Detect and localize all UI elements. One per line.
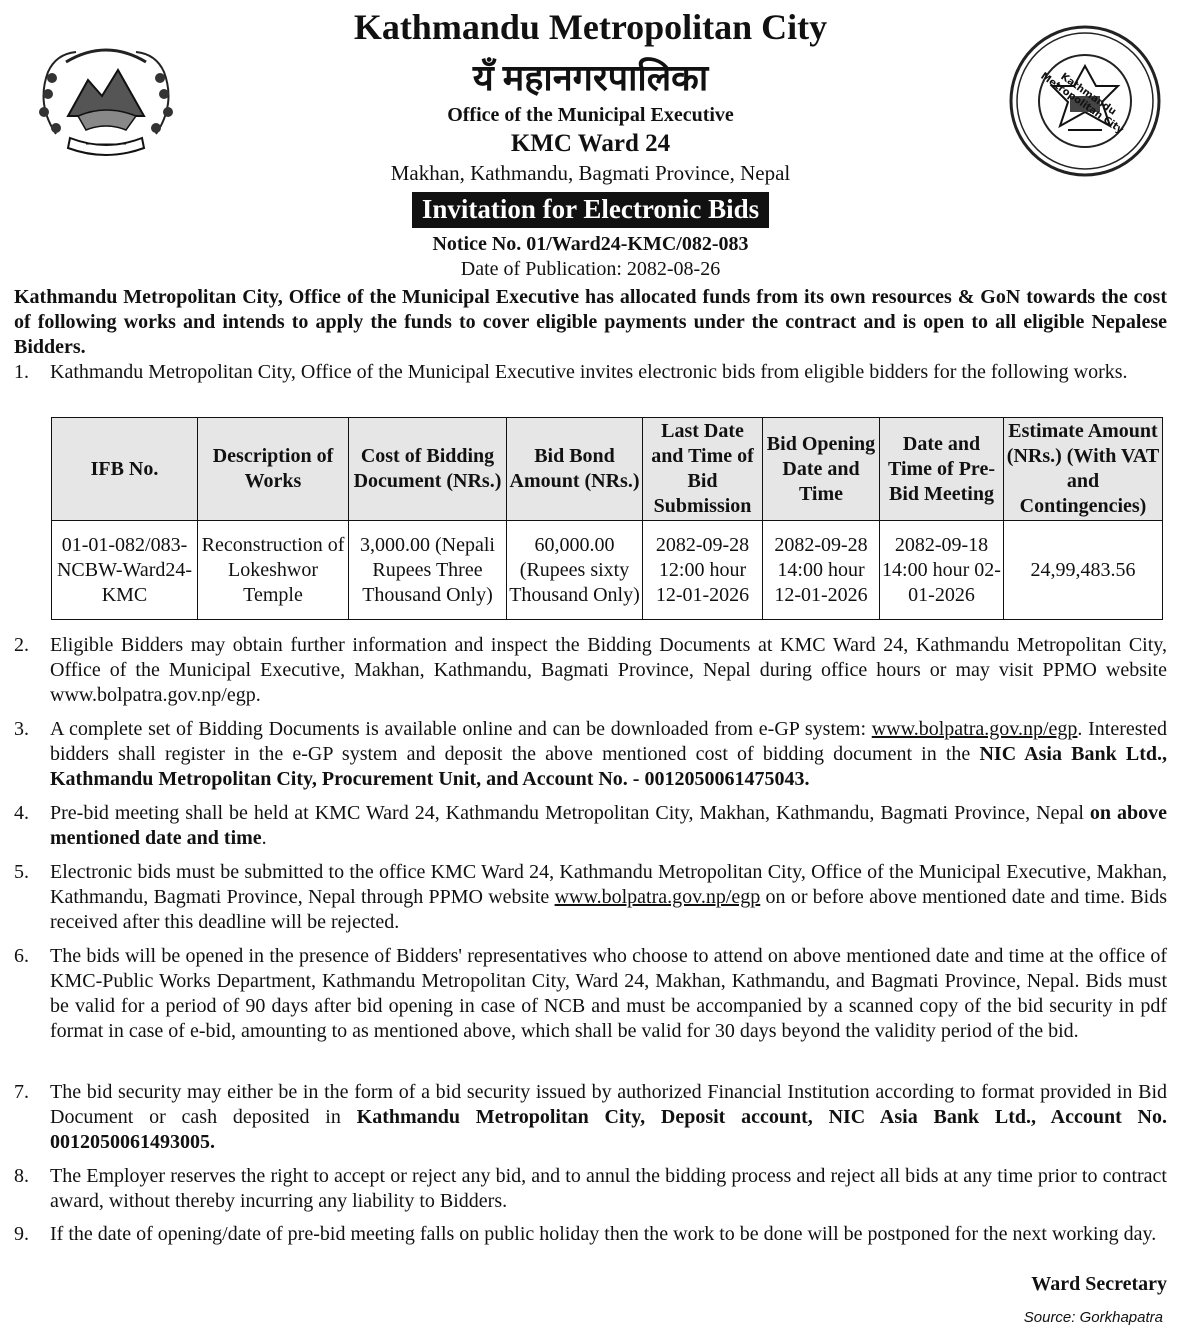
item-text-part: Pre-bid meeting shall be held at KMC Ward 24, Kathmandu Metropolitan City, Makhan, Kathmandu, Bagmati Province, Nepal: [50, 802, 1090, 824]
cell-last-date: 2082-09-28 12:00 hour 12-01-2026: [643, 521, 763, 620]
item-text: Eligible Bidders may obtain further information and inspect the Bidding Documents at KMC Ward 24, Kathmandu Metropolitan City, Office of the Municipal Executive, Makhan, Kathmandu, Bagmati Province, Nepal during office hours or may visit PPMO website www.bolpatra.gov.np/egp.: [50, 634, 1167, 706]
col-last-date: Last Date and Time of Bid Submission: [643, 418, 763, 521]
table-row: [52, 521, 1163, 620]
item-number: 6.: [14, 945, 29, 967]
ifb-table: [51, 417, 1163, 620]
item-number: 1.: [14, 361, 29, 383]
item-text: The Employer reserves the right to accept or reject any bid, and to annul the bidding process and reject all bids at any time prior to contract award, without thereby incurring any liability to Bidders.: [50, 1165, 1167, 1212]
item-number: 2.: [14, 634, 29, 656]
item-text-part: Electronic bids must be submitted to the office KMC Ward 24, Kathmandu Metropolitan City, Office of the Municipal Executive, Makhan, Kathmandu, Bagmati Province, Nepal through PPMO website: [50, 861, 1167, 908]
cell-bid-bond: 60,000.00 (Rupees sixty Thousand Only): [507, 521, 643, 620]
table-header-row: [52, 418, 1163, 521]
col-cost: Cost of Bidding Document (NRs.): [349, 418, 507, 521]
item-text: [50, 801, 1167, 851]
banner-title: Invitation for Electronic Bids: [412, 192, 769, 228]
kmc-seal-label: Kathmandu Metropolitan City: [1038, 70, 1126, 137]
ward-name: KMC Ward 24: [510, 130, 671, 157]
list-item-8: [14, 1164, 1167, 1214]
intro-paragraph: Kathmandu Metropolitan City, Office of the Municipal Executive has allocated funds from its own resources & GoN towards the cost of following works and intends to apply the funds to cover eligible payments under the contract and is open to all eligible Nepalese Bidders.: [14, 286, 1167, 358]
cell-cost: 3,000.00 (Nepali Rupees Three Thousand Only): [349, 521, 507, 620]
item-text: [50, 717, 1167, 792]
item-text-part: . Interested bidders shall register in the e-GP system and deposit the above mentioned cost of bidding document in the: [50, 718, 1167, 765]
egp-link[interactable]: www.bolpatra.gov.np/egp: [871, 718, 1078, 740]
signature: Ward Secretary: [1031, 1273, 1167, 1295]
item-text-part: The bid security may either be in the form of a bid security issued by authorized Financial Institution according to format provided in Bid Document or cash deposited in: [50, 1081, 1167, 1128]
item-text: [50, 860, 1167, 935]
source-credit: Source: Gorkhapatra: [1023, 1309, 1163, 1326]
item-number: 3.: [14, 718, 29, 740]
list-item-2: [14, 633, 1167, 708]
list-item-5: [14, 860, 1167, 935]
item-text: If the date of opening/date of pre-bid meeting falls on public holiday then the work to be done will be postponed for the next working day.: [50, 1223, 1157, 1245]
item-number: 8.: [14, 1165, 29, 1187]
item-text-part: A complete set of Bidding Documents is available online and can be downloaded from e-GP system:: [50, 718, 872, 740]
col-opening-date: Bid Opening Date and Time: [763, 418, 880, 521]
cell-opening-date: 2082-09-28 14:00 hour 12-01-2026: [763, 521, 880, 620]
egp-link[interactable]: www.bolpatra.gov.np/egp: [554, 886, 761, 908]
nepali-title: यँ महानगरपालिका: [472, 58, 709, 98]
list-item-9: [14, 1222, 1167, 1247]
bank-account-text: NIC Asia Bank Ltd., Kathmandu Metropolitan City, Procurement Unit, and Account No. - 0012050061475043.: [50, 743, 1167, 790]
list-item-4: [14, 801, 1167, 851]
item-text-part: .: [261, 827, 267, 849]
item-number: 9.: [14, 1223, 29, 1245]
page-title: Kathmandu Metropolitan City: [353, 7, 828, 47]
list-item-6: [14, 944, 1167, 1044]
publication-date: Date of Publication: 2082-08-26: [460, 258, 721, 280]
address: Makhan, Kathmandu, Bagmati Province, Nepal: [390, 161, 791, 185]
col-bid-bond: Bid Bond Amount (NRs.): [507, 418, 643, 521]
item-text: Kathmandu Metropolitan City, Office of the Municipal Executive invites electronic bids from eligible bidders for the following works.: [50, 361, 1128, 383]
item-text-part: on or before above mentioned date and time. Bids received after this deadline will be rejected.: [50, 886, 1167, 933]
list-item-3: [14, 717, 1167, 792]
col-estimate: Estimate Amount (NRs.) (With VAT and Contingencies): [1004, 418, 1163, 521]
bold-text: on above mentioned date and time: [50, 802, 1167, 849]
list-item-7: [14, 1080, 1167, 1155]
cell-prebid: 2082-09-18 14:00 hour 02-01-2026: [880, 521, 1004, 620]
notice-number: Notice No. 01/Ward24-KMC/082-083: [432, 233, 749, 255]
col-prebid: Date and Time of Pre-Bid Meeting: [880, 418, 1004, 521]
cell-estimate: 24,99,483.56: [1004, 521, 1163, 620]
list-item-1: [14, 360, 1167, 385]
banner-wrapper: [0, 192, 1181, 228]
office-name: Office of the Municipal Executive: [447, 104, 734, 126]
item-number: 5.: [14, 861, 29, 883]
item-number: 7.: [14, 1081, 29, 1103]
cell-description: Reconstruction of Lokeshwor Temple: [198, 521, 349, 620]
item-number: 4.: [14, 802, 29, 824]
deposit-account-text: Kathmandu Metropolitan City, Deposit account, NIC Asia Bank Ltd., Account No. 0012050061493005.: [50, 1106, 1168, 1153]
item-text: [50, 1080, 1167, 1155]
cell-ifb-no: 01-01-082/083-NCBW-Ward24-KMC: [52, 521, 198, 620]
col-description: Description of Works: [198, 418, 349, 521]
col-ifb-no: IFB No.: [52, 418, 198, 521]
item-text: The bids will be opened in the presence of Bidders' representatives who choose to attend on above mentioned date and time at the office of KMC-Public Works Department, Kathmandu Metropolitan City, Ward 24, Makhan, Kathmandu, and Bagmati Province, Nepal. Bids must be valid for a period of 90 days after bid opening in case of NCB and must be accompanied by a scanned copy of the bid security in pdf format in case of e-bid, amounting to as mentioned above, which shall be valid for 30 days beyond the validity period of the bid.: [50, 945, 1167, 1042]
